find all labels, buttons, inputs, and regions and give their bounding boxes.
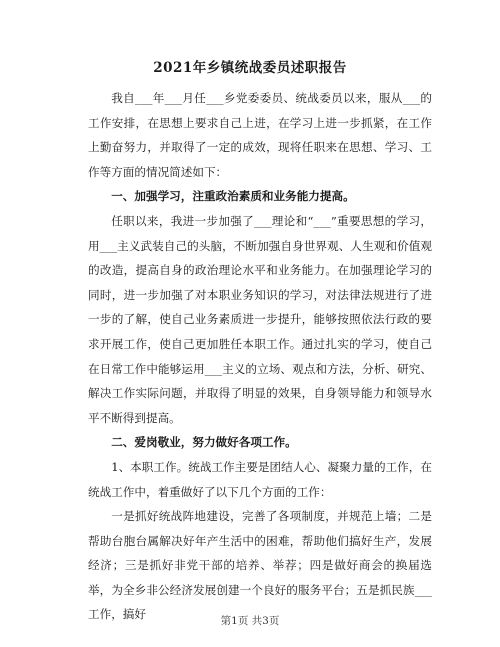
heading-section-1: 一、加强学习，注重政治素质和业务能力提高。 — [111, 189, 355, 204]
document-body — [88, 86, 432, 627]
paragraph-tasks: 一是抓好统战阵地建设，完善了各项制度，并规范上墙；二是帮助台胞台属解决好年产生活中的困难，帮助他们搞好生产，发展经济；三是抓好非党干部的培养、举荐；四是做好商会的换届选举，为全乡非公经济发展创建一个良好的服务平台；五是抓民族___工作，搞好 — [88, 509, 432, 622]
paragraph-study: 任职以来，我进一步加强了___理论和“___”重要思想的学习，用___主义武装自己的头脑，不断加强自身世界观、人生观和价值观的改造，提高自身的政治理论水平和业务能力。在加强理论学习的同时，进一步加强了对本职业务知识的学习，对法律法规进行了进一步的了解，使自己业务素质进一步提升，能够按照依法行政的要求开展工作，使自己更加胜任本职工作。通过扎实的学习，使自己在日常工作中能够运用___主义的立场、观点和方法，分析、研究、解决工作实际问题，并取得了明显的效果，自身领导能力和领导水平不断得到提高。 — [88, 213, 432, 425]
paragraph-duty: 1、本职工作。统战工作主要是团结人心、凝聚力量的工作，在统战工作中，着重做好了以下几个方面的工作： — [88, 459, 432, 499]
page-footer: 第1页 共3页 — [220, 615, 280, 627]
heading-section-2: 二、爱岗敬业，努力做好各项工作。 — [111, 435, 297, 450]
document-title: 2021年乡镇统战委员述职报告 — [153, 60, 347, 76]
paragraph-intro: 我自___年___月任___乡党委委员、统战委员以来，服从___的工作安排，在思想上要求自己上进，在学习上进一步抓紧，在工作上勤奋努力，并取得了一定的成效，现将任职来在思想、学习、工作等方面的情况简述如下： — [88, 91, 432, 179]
